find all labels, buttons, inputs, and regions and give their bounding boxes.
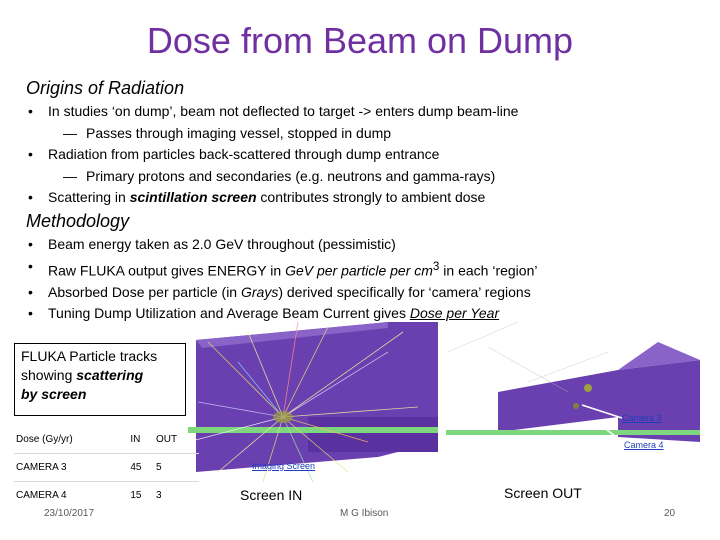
screen-out-label: Screen OUT (504, 485, 582, 501)
table-cell: CAMERA 3 (14, 454, 128, 482)
table-cell: CAMERA 4 (14, 482, 128, 510)
table-header-cell: OUT (155, 434, 178, 445)
emphasis-text: scattering (76, 367, 144, 383)
footer-author: M G Ibison (340, 508, 389, 519)
origins-heading: Origins of Radiation (26, 78, 185, 98)
origins-item: • Radiation from particles back-scattered through dump entrance (26, 144, 706, 166)
emphasis-text: GeV per particle per cm (285, 262, 433, 279)
emphasis-text: scintillation screen (129, 189, 257, 205)
emphasis-text: Grays (241, 283, 279, 300)
screen-in-label: Screen IN (240, 487, 303, 503)
slide-title: Dose from Beam on Dump (146, 20, 574, 61)
footer-date: 23/10/2017 (44, 508, 95, 519)
page-number: 20 (664, 508, 676, 519)
caption-line: FLUKA Particle tracks (21, 348, 158, 364)
methodology-item: • Beam energy taken as 2.0 GeV throughout (pessimistic) (26, 234, 706, 256)
text-run: ) derived specifically for ‘camera’ regions (278, 283, 531, 300)
table-cell: 5 (154, 454, 199, 482)
methodology-heading: Methodology (26, 211, 130, 231)
text-run: showing (21, 367, 77, 383)
emphasis-text: Dose per Year (409, 305, 500, 322)
camera-3-label: Camera 3 (622, 413, 662, 423)
text-run: contributes strongly to ambient dose (256, 189, 486, 205)
table-header-cell: Dose (Gy/yr) (16, 434, 73, 445)
text-run: in each ‘region’ (439, 262, 538, 279)
caption-line: by screen (21, 386, 87, 402)
imaging-screen-label: Imaging Screen (252, 461, 316, 471)
text-run: Tuning Dump Utilization and Average Beam Current gives (48, 305, 410, 322)
table-cell: 3 (154, 482, 199, 510)
table-header-cell: IN (130, 434, 141, 445)
text-run: Absorbed Dose per particle (in (48, 283, 241, 300)
table-cell: 45 (128, 454, 154, 482)
camera-4-label: Camera 4 (624, 440, 664, 450)
origins-item: • In studies ‘on dump’, beam not deflected to target -> enters dump beam-line (26, 101, 706, 123)
superscript: 3 (432, 259, 440, 273)
table-cell: 15 (128, 482, 154, 510)
text-run: Raw FLUKA output gives ENERGY in (48, 262, 286, 279)
text-run: Scattering in (48, 189, 130, 205)
origins-subitem: — Primary protons and secondaries (e.g. neutrons and gamma-rays) (26, 166, 706, 188)
origins-subitem: — Passes through imaging vessel, stopped in dump (26, 123, 706, 145)
